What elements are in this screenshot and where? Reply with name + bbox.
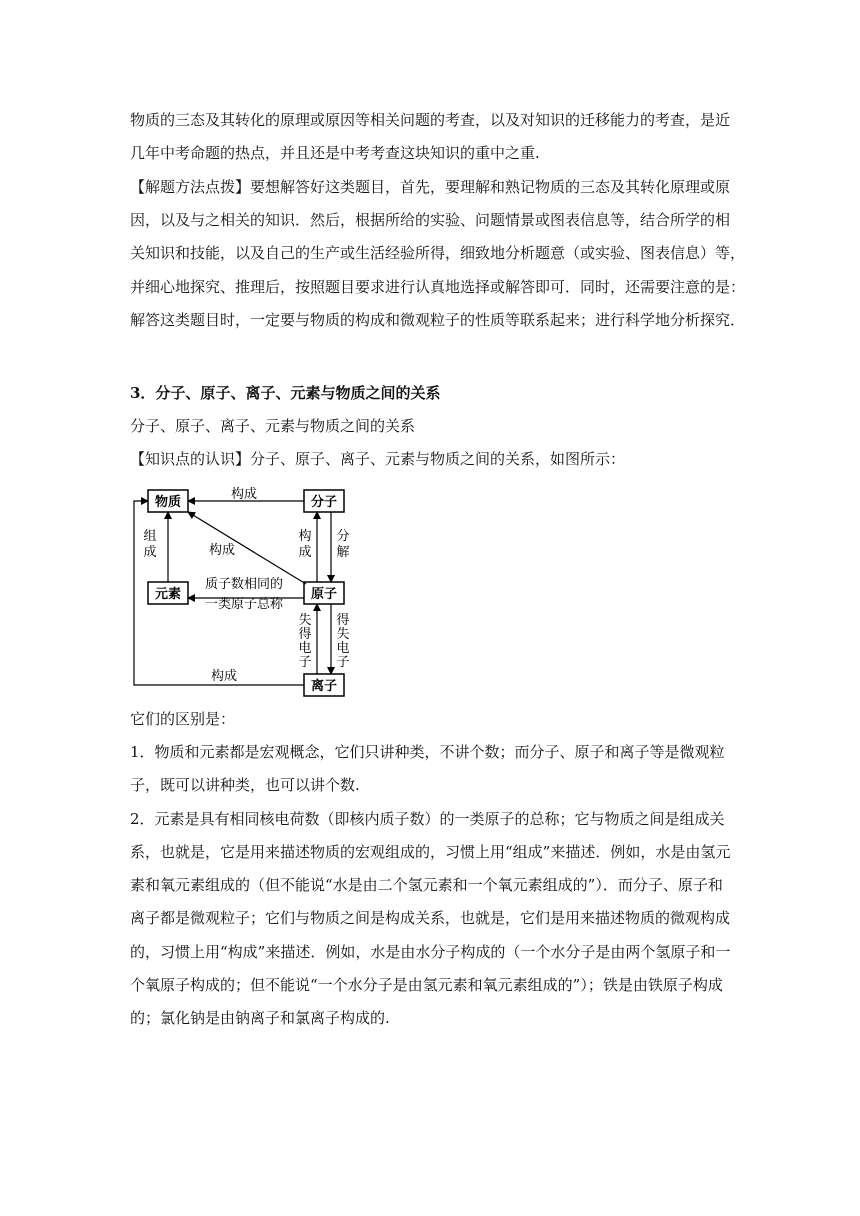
label-lose-e-4: 子 [298, 655, 312, 670]
label-lose-e-3: 电 [298, 641, 312, 656]
relationship-diagram-svg [130, 484, 370, 698]
diff-p2-line-7: 的；氯化钠是由钠离子和氯离子构成的. [130, 1009, 390, 1027]
knowledge-line: 【知识点的认识】分子、原子、离子、元素与物质之间的关系，如图所示： [130, 450, 626, 468]
tips-line-2: 因，以及与之相关的知识．然后，根据所给的实验、问题情景或图表信息等，结合所学的相 [130, 211, 731, 229]
diff-p2-line-1: 2．元素是具有相同核电荷数（即核内质子数）的一类原子的总称；它与物质之间是组成关 [130, 810, 725, 828]
diff-p1-line-1: 1．物质和元素都是宏观概念，它们只讲种类，不讲个数；而分子、原子和离子等是微观粒 [130, 743, 725, 761]
label-lose-e-2: 得 [298, 627, 312, 642]
relationship-diagram [130, 484, 370, 698]
label-gain-e-3: 电 [336, 641, 350, 656]
label-top-compose: 构成 [230, 487, 258, 502]
intro-line-2: 几年中考命题的热点，并且还是中考考查这块知识的重中之重. [130, 144, 540, 162]
diff-p2-line-5: 的，习惯上用“构成”来描述．例如，水是由水分子构成的（一个水分子是由两个氢原子和一 [130, 943, 731, 961]
label-diag-compose: 构成 [208, 543, 236, 558]
label-mol-compose-1: 构 [298, 529, 312, 544]
diff-p1-line-2: 子，既可以讲种类，也可以讲个数. [130, 776, 360, 794]
diff-p2-line-4: 离子都是微观粒子；它们与物质之间是构成关系，也就是，它们是用来描述物质的微观构成 [130, 909, 731, 927]
box-molecule-label: 分子 [310, 495, 338, 510]
label-elem-def-2: 一类原子总称 [204, 597, 284, 612]
box-atom-label: 原子 [310, 587, 338, 602]
label-lose-e-1: 失 [298, 613, 312, 628]
label-gain-e-4: 子 [336, 655, 350, 670]
label-gain-e-1: 得 [336, 613, 350, 628]
tips-line-1: 【解题方法点拨】要想解答好这类题目，首先，要理解和熟记物质的三态及其转化原理或原 [130, 178, 731, 196]
label-mol-compose-2: 成 [298, 545, 312, 560]
box-element-label: 元素 [154, 587, 182, 602]
box-ion-label: 离子 [310, 679, 338, 694]
tips-line-5: 解答这类题目时，一定要与物质的构成和微观粒子的性质等联系起来；进行科学地分析探究． [130, 311, 746, 329]
differences-intro: 它们的区别是： [130, 710, 236, 728]
intro-line-1: 物质的三态及其转化的原理或原因等相关问题的考查，以及对知识的迁移能力的考查，是近 [130, 111, 731, 129]
box-substance-label: 物质 [154, 495, 182, 510]
arrow-atom-to-substance [188, 512, 306, 584]
label-mol-split-2: 解 [336, 545, 350, 560]
label-group-2: 成 [143, 545, 157, 560]
diff-p2-line-6: 个氧原子构成的；但不能说“一个水分子是由氢元素和氧元素组成的”）；铁是由铁原子构成 [130, 976, 723, 994]
tips-line-3: 关知识和技能，以及自己的生产或生活经验所得，细致地分析题意（或实验、图表信息）等， [130, 244, 746, 262]
label-elem-def-1: 质子数相同的 [204, 577, 284, 592]
label-bottom-compose: 构成 [210, 669, 238, 684]
section-subtitle: 分子、原子、离子、元素与物质之间的关系 [130, 417, 416, 435]
label-mol-split-1: 分 [336, 529, 350, 544]
diff-p2-line-2: 系，也就是，它是用来描述物质的宏观组成的，习惯上用“组成”来描述．例如，水是由氢元 [130, 843, 731, 861]
diff-p2-line-3: 素和氧元素组成的（但不能说“水是由二个氢元素和一个氧元素组成的”）．而分子、原子和 [130, 876, 723, 894]
section-heading: 3．分子、原子、离子、元素与物质之间的关系 [130, 384, 441, 402]
label-gain-e-2: 失 [336, 627, 350, 642]
label-group-1: 组 [143, 529, 157, 544]
tips-line-4: 并细心地探究、推理后，按照题目要求进行认真地选择或解答即可．同时，还需要注意的是： [130, 278, 746, 296]
